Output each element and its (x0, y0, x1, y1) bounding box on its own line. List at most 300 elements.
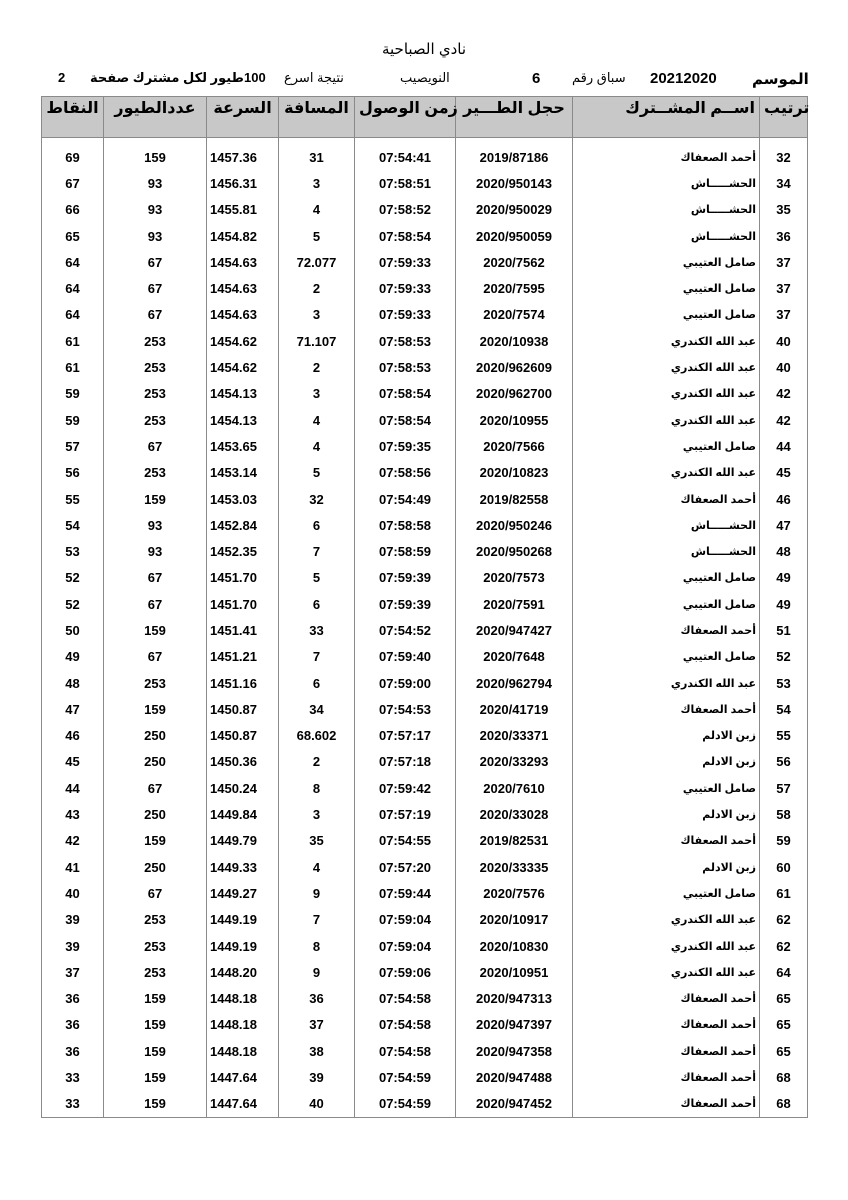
cell-speed: 1447.64 (207, 1064, 279, 1090)
cell-points: 55 (42, 486, 104, 512)
cell-arrival: 07:58:52 (355, 197, 456, 223)
cell-distance: 4 (279, 197, 355, 223)
cell-points: 33 (42, 1091, 104, 1118)
cell-distance: 9 (279, 880, 355, 906)
cell-member: صامل العتيبي (573, 775, 760, 801)
race-info-row (44, 70, 809, 92)
cell-ring: 2019/87186 (456, 144, 573, 170)
cell-rank: 44 (760, 433, 808, 459)
cell-speed: 1454.63 (207, 302, 279, 328)
cell-ring: 2020/950246 (456, 512, 573, 538)
cell-speed: 1451.41 (207, 617, 279, 643)
cell-rank: 49 (760, 565, 808, 591)
cell-ring: 2020/41719 (456, 696, 573, 722)
cell-speed: 1448.18 (207, 986, 279, 1012)
cell-member: زبن الادلم (573, 854, 760, 880)
cell-points: 41 (42, 854, 104, 880)
cell-points: 64 (42, 302, 104, 328)
cell-rank: 61 (760, 880, 808, 906)
cell-points: 67 (42, 170, 104, 196)
cell-rank: 65 (760, 986, 808, 1012)
cell-arrival: 07:59:33 (355, 275, 456, 301)
cell-points: 64 (42, 249, 104, 275)
table-row (42, 617, 808, 643)
table-row (42, 223, 808, 249)
cell-member: أحمد الصعفاك (573, 486, 760, 512)
cell-arrival: 07:59:39 (355, 591, 456, 617)
table-row (42, 828, 808, 854)
cell-birds: 253 (104, 907, 207, 933)
cell-member: عبد الله الكندري (573, 933, 760, 959)
cell-ring: 2020/10823 (456, 460, 573, 486)
cell-speed: 1448.20 (207, 959, 279, 985)
cell-rank: 65 (760, 1012, 808, 1038)
table-row (42, 644, 808, 670)
cell-birds: 253 (104, 328, 207, 354)
cell-arrival: 07:54:49 (355, 486, 456, 512)
table-row (42, 986, 808, 1012)
cell-birds: 93 (104, 170, 207, 196)
cell-birds: 159 (104, 486, 207, 512)
cell-arrival: 07:58:53 (355, 354, 456, 380)
cell-points: 45 (42, 749, 104, 775)
table-row (42, 1091, 808, 1118)
table-row (42, 565, 808, 591)
cell-member: صامل العتيبي (573, 591, 760, 617)
cell-member: صامل العتيبي (573, 249, 760, 275)
table-row (42, 460, 808, 486)
cell-speed: 1450.36 (207, 749, 279, 775)
cell-ring: 2020/10951 (456, 959, 573, 985)
cell-ring: 2020/7610 (456, 775, 573, 801)
cell-member: أحمد الصعفاك (573, 1012, 760, 1038)
cell-distance: 71.107 (279, 328, 355, 354)
cell-birds: 253 (104, 959, 207, 985)
cell-rank: 37 (760, 275, 808, 301)
cell-distance: 40 (279, 1091, 355, 1118)
cell-ring: 2020/947358 (456, 1038, 573, 1064)
cell-birds: 250 (104, 801, 207, 827)
race-location: النويصيب (400, 70, 450, 85)
cell-birds: 253 (104, 933, 207, 959)
cell-ring: 2020/7576 (456, 880, 573, 906)
cell-member: عبد الله الكندري (573, 381, 760, 407)
cell-speed: 1450.87 (207, 696, 279, 722)
cell-distance: 35 (279, 828, 355, 854)
cell-birds: 93 (104, 197, 207, 223)
cell-birds: 253 (104, 670, 207, 696)
table-row (42, 696, 808, 722)
cell-arrival: 07:57:17 (355, 723, 456, 749)
cell-distance: 6 (279, 670, 355, 696)
cell-distance: 72.077 (279, 249, 355, 275)
cell-ring: 2020/33293 (456, 749, 573, 775)
cell-rank: 58 (760, 801, 808, 827)
cell-distance: 37 (279, 1012, 355, 1038)
cell-distance: 3 (279, 381, 355, 407)
cell-birds: 159 (104, 617, 207, 643)
cell-points: 33 (42, 1064, 104, 1090)
table-row (42, 749, 808, 775)
cell-speed: 1449.19 (207, 933, 279, 959)
cell-member: عبد الله الكندري (573, 407, 760, 433)
cell-points: 66 (42, 197, 104, 223)
cell-rank: 42 (760, 407, 808, 433)
cell-ring: 2020/950143 (456, 170, 573, 196)
table-row (42, 959, 808, 985)
cell-member: عبد الله الكندري (573, 907, 760, 933)
cell-speed: 1453.14 (207, 460, 279, 486)
cell-rank: 53 (760, 670, 808, 696)
cell-rank: 65 (760, 1038, 808, 1064)
cell-distance: 2 (279, 354, 355, 380)
cell-member: أحمد الصعفاك (573, 696, 760, 722)
cell-points: 61 (42, 328, 104, 354)
cell-birds: 67 (104, 644, 207, 670)
cell-birds: 159 (104, 1091, 207, 1118)
cell-birds: 159 (104, 986, 207, 1012)
cell-speed: 1452.35 (207, 538, 279, 564)
table-row (42, 775, 808, 801)
cell-distance: 36 (279, 986, 355, 1012)
table-row (42, 433, 808, 459)
cell-speed: 1454.13 (207, 407, 279, 433)
table-header-row (42, 97, 808, 138)
cell-rank: 54 (760, 696, 808, 722)
table-row (42, 907, 808, 933)
cell-ring: 2020/7648 (456, 644, 573, 670)
cell-birds: 159 (104, 828, 207, 854)
cell-rank: 51 (760, 617, 808, 643)
cell-distance: 8 (279, 775, 355, 801)
table-row (42, 854, 808, 880)
cell-arrival: 07:54:58 (355, 1012, 456, 1038)
cell-birds: 250 (104, 749, 207, 775)
cell-ring: 2020/950029 (456, 197, 573, 223)
table-row (42, 302, 808, 328)
cell-distance: 6 (279, 591, 355, 617)
cell-arrival: 07:59:39 (355, 565, 456, 591)
cell-ring: 2020/950268 (456, 538, 573, 564)
cell-arrival: 07:54:59 (355, 1091, 456, 1118)
cell-rank: 46 (760, 486, 808, 512)
cell-rank: 64 (760, 959, 808, 985)
cell-distance: 3 (279, 170, 355, 196)
cell-points: 46 (42, 723, 104, 749)
cell-rank: 57 (760, 775, 808, 801)
cell-points: 39 (42, 933, 104, 959)
cell-ring: 2020/33028 (456, 801, 573, 827)
cell-member: أحمد الصعفاك (573, 1064, 760, 1090)
table-row (42, 275, 808, 301)
season-label: الموسم (752, 71, 809, 88)
cell-distance: 3 (279, 801, 355, 827)
cell-speed: 1451.16 (207, 670, 279, 696)
cell-rank: 47 (760, 512, 808, 538)
cell-birds: 250 (104, 723, 207, 749)
cell-ring: 2020/7566 (456, 433, 573, 459)
per-member-text: طيور لكل مشترك صفحة (90, 70, 244, 85)
cell-birds: 67 (104, 249, 207, 275)
cell-points: 57 (42, 433, 104, 459)
cell-ring: 2020/947488 (456, 1064, 573, 1090)
col-header-member: اســم المشــترك (573, 97, 760, 138)
cell-member: صامل العتيبي (573, 433, 760, 459)
cell-speed: 1456.31 (207, 170, 279, 196)
cell-distance: 3 (279, 302, 355, 328)
cell-rank: 62 (760, 907, 808, 933)
table-body (42, 138, 808, 1118)
cell-member: أحمد الصعفاك (573, 1091, 760, 1118)
cell-arrival: 07:59:33 (355, 302, 456, 328)
cell-birds: 253 (104, 381, 207, 407)
cell-arrival: 07:59:33 (355, 249, 456, 275)
cell-birds: 67 (104, 880, 207, 906)
cell-birds: 93 (104, 512, 207, 538)
cell-points: 43 (42, 801, 104, 827)
cell-speed: 1449.84 (207, 801, 279, 827)
cell-ring: 2020/10938 (456, 328, 573, 354)
cell-points: 54 (42, 512, 104, 538)
table-row (42, 170, 808, 196)
cell-birds: 159 (104, 1012, 207, 1038)
cell-distance: 8 (279, 933, 355, 959)
cell-rank: 68 (760, 1064, 808, 1090)
cell-speed: 1454.63 (207, 249, 279, 275)
cell-rank: 37 (760, 249, 808, 275)
cell-birds: 253 (104, 354, 207, 380)
col-header-points: النقاط (42, 97, 104, 138)
cell-member: أحمد الصعفاك (573, 828, 760, 854)
cell-rank: 56 (760, 749, 808, 775)
cell-distance: 7 (279, 644, 355, 670)
cell-points: 65 (42, 223, 104, 249)
cell-arrival: 07:58:56 (355, 460, 456, 486)
cell-arrival: 07:59:40 (355, 644, 456, 670)
cell-member: الحشـــــاش (573, 197, 760, 223)
cell-speed: 1451.70 (207, 591, 279, 617)
results-table-wrapper (41, 96, 810, 1118)
cell-rank: 45 (760, 460, 808, 486)
cell-arrival: 07:59:42 (355, 775, 456, 801)
col-header-arrival: زمن الوصول (355, 97, 456, 138)
cell-points: 47 (42, 696, 104, 722)
cell-speed: 1450.87 (207, 723, 279, 749)
cell-rank: 36 (760, 223, 808, 249)
table-row (42, 197, 808, 223)
cell-birds: 159 (104, 144, 207, 170)
cell-distance: 31 (279, 144, 355, 170)
cell-arrival: 07:54:58 (355, 1038, 456, 1064)
race-number: 6 (532, 70, 541, 87)
cell-birds: 67 (104, 433, 207, 459)
cell-speed: 1457.36 (207, 144, 279, 170)
cell-points: 37 (42, 959, 104, 985)
cell-member: صامل العتيبي (573, 302, 760, 328)
cell-birds: 93 (104, 538, 207, 564)
table-row (42, 249, 808, 275)
cell-points: 53 (42, 538, 104, 564)
result-label: نتيجة اسرع (284, 70, 344, 85)
cell-birds: 253 (104, 407, 207, 433)
col-header-speed: السرعة (207, 97, 279, 138)
table-row (42, 880, 808, 906)
table-row (42, 1064, 808, 1090)
cell-birds: 159 (104, 696, 207, 722)
cell-member: عبد الله الكندري (573, 460, 760, 486)
cell-rank: 32 (760, 144, 808, 170)
table-row (42, 723, 808, 749)
cell-birds: 253 (104, 460, 207, 486)
col-header-ring: حجل الطـــير (456, 97, 573, 138)
cell-distance: 2 (279, 749, 355, 775)
cell-ring: 2020/10917 (456, 907, 573, 933)
cell-distance: 2 (279, 275, 355, 301)
cell-rank: 42 (760, 381, 808, 407)
cell-arrival: 07:54:55 (355, 828, 456, 854)
cell-rank: 68 (760, 1091, 808, 1118)
cell-points: 36 (42, 986, 104, 1012)
cell-distance: 7 (279, 907, 355, 933)
cell-distance: 5 (279, 223, 355, 249)
cell-member: عبد الله الكندري (573, 959, 760, 985)
cell-ring: 2020/10830 (456, 933, 573, 959)
cell-arrival: 07:58:54 (355, 381, 456, 407)
cell-points: 59 (42, 381, 104, 407)
club-title: نادي الصباحية (381, 41, 467, 58)
cell-arrival: 07:54:59 (355, 1064, 456, 1090)
cell-speed: 1447.64 (207, 1091, 279, 1118)
cell-rank: 35 (760, 197, 808, 223)
cell-speed: 1455.81 (207, 197, 279, 223)
race-label: سباق رقم (572, 70, 626, 85)
col-header-birds: عددالطيور (104, 97, 207, 138)
cell-member: الحشـــــاش (573, 512, 760, 538)
cell-birds: 67 (104, 591, 207, 617)
cell-arrival: 07:58:59 (355, 538, 456, 564)
cell-rank: 37 (760, 302, 808, 328)
cell-ring: 2020/947313 (456, 986, 573, 1012)
cell-ring: 2020/33371 (456, 723, 573, 749)
cell-distance: 5 (279, 565, 355, 591)
cell-distance: 32 (279, 486, 355, 512)
cell-distance: 4 (279, 854, 355, 880)
cell-speed: 1450.24 (207, 775, 279, 801)
cell-arrival: 07:54:58 (355, 986, 456, 1012)
cell-rank: 40 (760, 354, 808, 380)
cell-ring: 2020/7595 (456, 275, 573, 301)
cell-rank: 49 (760, 591, 808, 617)
cell-points: 69 (42, 144, 104, 170)
cell-birds: 67 (104, 565, 207, 591)
cell-rank: 62 (760, 933, 808, 959)
cell-birds: 67 (104, 302, 207, 328)
cell-ring: 2020/962794 (456, 670, 573, 696)
cell-ring: 2020/7591 (456, 591, 573, 617)
cell-speed: 1451.70 (207, 565, 279, 591)
cell-birds: 67 (104, 775, 207, 801)
cell-points: 39 (42, 907, 104, 933)
table-row (42, 1012, 808, 1038)
cell-member: عبد الله الكندري (573, 354, 760, 380)
cell-ring: 2020/947397 (456, 1012, 573, 1038)
season-value: 20212020 (650, 70, 717, 87)
cell-distance: 34 (279, 696, 355, 722)
cell-birds: 93 (104, 223, 207, 249)
cell-speed: 1451.21 (207, 644, 279, 670)
cell-member: الحشـــــاش (573, 170, 760, 196)
cell-distance: 7 (279, 538, 355, 564)
cell-member: أحمد الصعفاك (573, 617, 760, 643)
cell-birds: 67 (104, 275, 207, 301)
table-row (42, 1038, 808, 1064)
cell-rank: 40 (760, 328, 808, 354)
cell-distance: 68.602 (279, 723, 355, 749)
cell-distance: 5 (279, 460, 355, 486)
cell-points: 44 (42, 775, 104, 801)
cell-ring: 2020/962609 (456, 354, 573, 380)
cell-member: أحمد الصعفاك (573, 1038, 760, 1064)
cell-member: صامل العتيبي (573, 565, 760, 591)
cell-arrival: 07:54:52 (355, 617, 456, 643)
cell-points: 50 (42, 617, 104, 643)
cell-rank: 60 (760, 854, 808, 880)
table-row (42, 381, 808, 407)
cell-rank: 55 (760, 723, 808, 749)
cell-member: عبد الله الكندري (573, 670, 760, 696)
cell-distance: 38 (279, 1038, 355, 1064)
cell-member: أحمد الصعفاك (573, 144, 760, 170)
cell-birds: 250 (104, 854, 207, 880)
cell-member: زبن الادلم (573, 749, 760, 775)
cell-ring: 2020/950059 (456, 223, 573, 249)
cell-speed: 1449.79 (207, 828, 279, 854)
cell-speed: 1454.62 (207, 328, 279, 354)
cell-points: 49 (42, 644, 104, 670)
cell-points: 42 (42, 828, 104, 854)
cell-speed: 1454.13 (207, 381, 279, 407)
cell-birds: 159 (104, 1038, 207, 1064)
cell-ring: 2020/947452 (456, 1091, 573, 1118)
cell-speed: 1449.27 (207, 880, 279, 906)
cell-arrival: 07:59:04 (355, 933, 456, 959)
col-header-distance: المسافة (279, 97, 355, 138)
table-row (42, 801, 808, 827)
cell-arrival: 07:54:53 (355, 696, 456, 722)
cell-distance: 4 (279, 407, 355, 433)
cell-speed: 1449.19 (207, 907, 279, 933)
cell-member: صامل العتيبي (573, 880, 760, 906)
col-header-rank: ترتيب (760, 97, 808, 138)
cell-arrival: 07:57:18 (355, 749, 456, 775)
cell-arrival: 07:57:20 (355, 854, 456, 880)
cell-member: الحشـــــاش (573, 538, 760, 564)
cell-speed: 1453.03 (207, 486, 279, 512)
cell-arrival: 07:54:41 (355, 144, 456, 170)
cell-points: 36 (42, 1038, 104, 1064)
cell-points: 36 (42, 1012, 104, 1038)
cell-distance: 33 (279, 617, 355, 643)
cell-arrival: 07:58:53 (355, 328, 456, 354)
cell-ring: 2020/947427 (456, 617, 573, 643)
cell-points: 52 (42, 565, 104, 591)
cell-arrival: 07:58:58 (355, 512, 456, 538)
cell-speed: 1448.18 (207, 1012, 279, 1038)
table-row (42, 538, 808, 564)
cell-rank: 34 (760, 170, 808, 196)
cell-speed: 1449.33 (207, 854, 279, 880)
cell-points: 56 (42, 460, 104, 486)
